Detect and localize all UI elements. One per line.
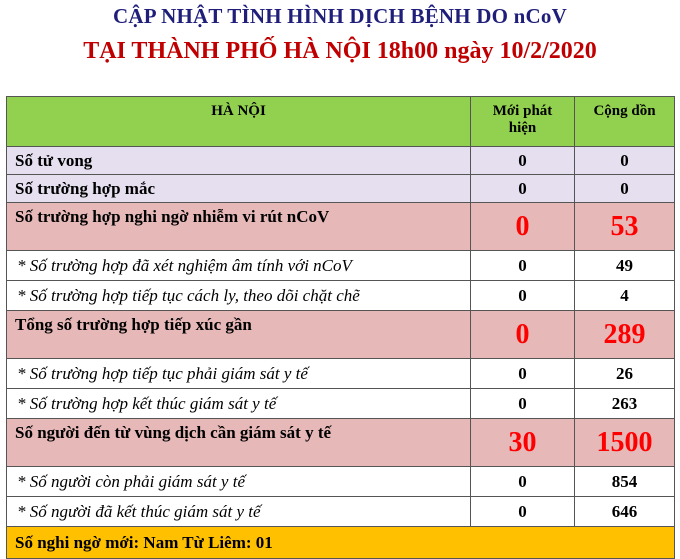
row-new-value: 0 bbox=[471, 311, 575, 359]
header-new: Mới phát hiện bbox=[471, 97, 575, 147]
row-new-value: 0 bbox=[471, 251, 575, 281]
row-total-value: 4 bbox=[575, 281, 675, 311]
row-total-value: 646 bbox=[575, 497, 675, 527]
row-new-value: 30 bbox=[471, 419, 575, 467]
row-new-value: 0 bbox=[471, 281, 575, 311]
table-row bbox=[7, 419, 675, 467]
row-total-value: 0 bbox=[575, 175, 675, 203]
row-label: * Số trường hợp kết thúc giám sát y tế bbox=[7, 389, 471, 419]
row-new-value: 0 bbox=[471, 497, 575, 527]
title-line-1: CẬP NHẬT TÌNH HÌNH DỊCH BỆNH DO nCoV bbox=[113, 4, 567, 28]
table-row bbox=[7, 147, 675, 175]
table-row bbox=[7, 311, 675, 359]
table-row bbox=[7, 281, 675, 311]
row-total-value: 1500 bbox=[575, 419, 675, 467]
row-new-value: 0 bbox=[471, 467, 575, 497]
table-row bbox=[7, 389, 675, 419]
row-label: Tổng số trường hợp tiếp xúc gần bbox=[7, 311, 471, 359]
new-suspect-note: Số nghi ngờ mới: Nam Từ Liêm: 01 bbox=[7, 527, 675, 559]
table-header-row bbox=[7, 97, 675, 147]
table-row bbox=[7, 251, 675, 281]
row-label: * Số trường hợp tiếp tục cách ly, theo dõi chặt chẽ bbox=[7, 281, 471, 311]
table-row bbox=[7, 175, 675, 203]
row-label: Số người đến từ vùng dịch cần giám sát y tế bbox=[7, 419, 471, 467]
row-new-value: 0 bbox=[471, 389, 575, 419]
row-total-value: 53 bbox=[575, 203, 675, 251]
header-total: Cộng dồn bbox=[575, 97, 675, 147]
row-label: * Số người còn phải giám sát y tế bbox=[7, 467, 471, 497]
row-label: * Số người đã kết thúc giám sát y tế bbox=[7, 497, 471, 527]
row-total-value: 289 bbox=[575, 311, 675, 359]
title-line-2: TẠI THÀNH PHỐ HÀ NỘI 18h00 ngày 10/2/2020 bbox=[83, 38, 597, 64]
row-new-value: 0 bbox=[471, 175, 575, 203]
row-new-value: 0 bbox=[471, 359, 575, 389]
row-total-value: 49 bbox=[575, 251, 675, 281]
row-total-value: 854 bbox=[575, 467, 675, 497]
row-label: Số trường hợp mắc bbox=[7, 175, 471, 203]
row-label: Số tử vong bbox=[7, 147, 471, 175]
row-total-value: 26 bbox=[575, 359, 675, 389]
table-row bbox=[7, 467, 675, 497]
row-new-value: 0 bbox=[471, 203, 575, 251]
table-row bbox=[7, 359, 675, 389]
ncov-stats-table bbox=[6, 96, 675, 559]
table-row bbox=[7, 497, 675, 527]
row-total-value: 0 bbox=[575, 147, 675, 175]
row-new-value: 0 bbox=[471, 147, 575, 175]
footer-row bbox=[7, 527, 675, 559]
row-label: Số trường hợp nghi ngờ nhiễm vi rút nCoV bbox=[7, 203, 471, 251]
table-row bbox=[7, 203, 675, 251]
row-total-value: 263 bbox=[575, 389, 675, 419]
header-location: HÀ NỘI bbox=[7, 97, 471, 147]
row-label: * Số trường hợp đã xét nghiệm âm tính với nCoV bbox=[7, 251, 471, 281]
row-label: * Số trường hợp tiếp tục phải giám sát y tế bbox=[7, 359, 471, 389]
